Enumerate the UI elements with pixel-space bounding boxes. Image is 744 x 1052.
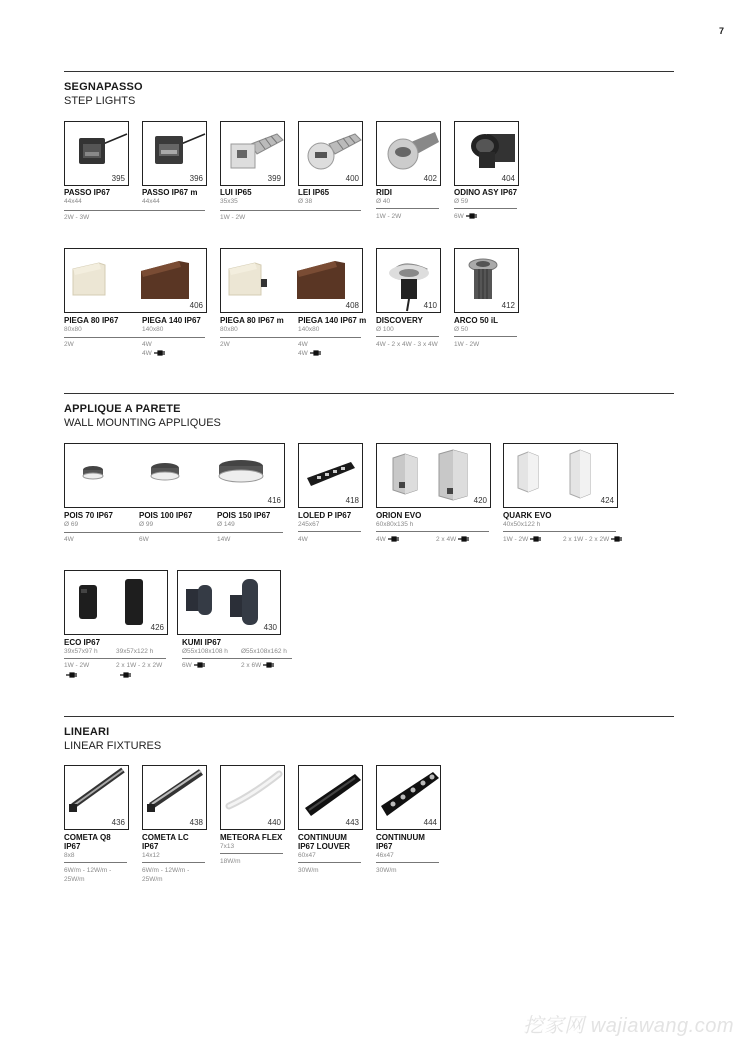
product-image-ridi[interactable] (376, 121, 441, 186)
product-image-continuum[interactable] (376, 765, 441, 830)
plug-icon (466, 213, 478, 219)
product-info-arco (454, 316, 517, 349)
page-ref: 444 (423, 818, 437, 827)
product-power: 1W - 2W (503, 536, 529, 543)
product-name: POIS 70 IP67 (64, 511, 113, 520)
product-info-piega-140-m (298, 316, 376, 334)
product-info-passo-m (142, 188, 220, 206)
page-ref: 443 (345, 818, 359, 827)
product-name: PIEGA 140 IP67 m (298, 316, 367, 325)
product-dimensions: 44x44 (64, 198, 82, 205)
product-dimensions: 80x80 (64, 326, 82, 333)
divider (182, 658, 292, 659)
plug-icon (388, 536, 400, 542)
product-power: 4W - 2 x 4W - 3 x 4W (376, 341, 438, 348)
plug-icon (611, 536, 623, 542)
divider (376, 336, 439, 337)
product-power: 2 x 1W - 2 x 2W (563, 536, 610, 543)
product-dimensions: 80x80 (220, 326, 238, 333)
product-power: 2 x 1W - 2 x 2W (116, 662, 163, 669)
plug-icon (194, 662, 206, 668)
product-dimensions: Ø 100 (376, 326, 394, 333)
product-power: 6W/m - 12W/m - 25W/m (142, 867, 190, 883)
product-dimensions: Ø 50 (454, 326, 469, 333)
plug-icon (310, 350, 322, 356)
page-ref: 395 (111, 174, 125, 183)
page-ref: 420 (473, 496, 487, 505)
product-name: PIEGA 80 IP67 m (220, 316, 284, 325)
product-power: 4W (142, 350, 152, 357)
plug-icon (154, 350, 166, 356)
product-power: 2 x 6W (241, 662, 262, 669)
product-name: PASSO IP67 (64, 188, 111, 197)
product-info-passo (64, 188, 127, 206)
product-info-loled (298, 511, 366, 544)
product-power: 1W - 2W (220, 214, 246, 221)
section-subtitle-step: STEP LIGHTS (64, 95, 136, 107)
product-info-pois-70 (64, 511, 139, 529)
product-dimensions: 60x47 (298, 852, 316, 859)
product-power: 6W (139, 536, 149, 543)
product-image-cometa-q8[interactable] (64, 765, 129, 830)
plug-icon (120, 672, 132, 678)
product-dimensions: Ø 99 (139, 521, 154, 528)
product-power: 6W (182, 662, 192, 669)
plug-icon (530, 536, 542, 542)
product-dimensions: 245x67 (298, 521, 320, 528)
section-subtitle-linear: LINEAR FIXTURES (64, 740, 162, 752)
page-ref: 440 (267, 818, 281, 827)
product-name: METEORA FLEX (220, 833, 283, 842)
product-name: QUARK EVO (503, 511, 552, 520)
product-image-kumi[interactable] (177, 570, 281, 635)
product-power: 30W/m (376, 867, 397, 874)
divider (64, 210, 205, 211)
page-ref: 410 (423, 301, 437, 310)
product-dimensions: 39x57x97 h (64, 648, 98, 655)
page-ref: 412 (501, 301, 515, 310)
product-info-ridi (376, 188, 439, 221)
product-power: 4W (64, 536, 74, 543)
product-image-piega-80-140[interactable] (64, 248, 207, 313)
plug-icon (458, 536, 470, 542)
product-power: 1W - 2W (64, 662, 90, 669)
product-info-discovery (376, 316, 446, 349)
product-dimensions: 8x8 (64, 852, 75, 859)
product-info-continuum (376, 833, 439, 875)
product-info-cometa-lc (142, 833, 205, 884)
product-power: 2W (64, 341, 74, 348)
product-dimensions: Ø 59 (454, 198, 469, 205)
product-name: LUI IP65 (220, 188, 252, 197)
product-power: 1W - 2W (454, 341, 480, 348)
divider (376, 208, 439, 209)
page-ref: 396 (189, 174, 203, 183)
product-info-eco (64, 638, 166, 647)
section-title-step: SEGNAPASSO (64, 81, 143, 93)
divider (64, 532, 283, 533)
product-name: CONTINUUM IP67 (376, 833, 425, 851)
divider (454, 336, 517, 337)
product-power: 6W/m - 12W/m - 25W/m (64, 867, 112, 883)
product-image-orion[interactable] (376, 443, 491, 508)
product-name: COMETA Q8 IP67 (64, 833, 111, 851)
product-image-passo-m[interactable] (142, 121, 207, 186)
product-dimensions: 44x44 (142, 198, 160, 205)
product-dimensions: 14x12 (142, 852, 160, 859)
product-power: 2W (220, 341, 230, 348)
product-image-cometa-lc[interactable] (142, 765, 207, 830)
piega-light-icon (65, 249, 206, 312)
page-ref: 416 (267, 496, 281, 505)
product-image-discovery[interactable] (376, 248, 441, 313)
product-dimensions: Ø 149 (217, 521, 235, 528)
section-title-linear: LINEARI (64, 726, 110, 738)
divider (64, 862, 127, 863)
page-ref: 402 (423, 174, 437, 183)
product-image-lei[interactable] (298, 121, 363, 186)
product-power: 30W/m (298, 867, 319, 874)
product-image-meteora[interactable] (220, 765, 285, 830)
product-name: ECO IP67 (64, 638, 101, 647)
product-dimensions: Ø55x108x108 h (182, 648, 228, 655)
product-dimensions: 140x80 (298, 326, 320, 333)
divider (220, 337, 361, 338)
divider (503, 531, 616, 532)
product-dimensions: Ø 69 (64, 521, 79, 528)
product-dimensions: 7x13 (220, 843, 235, 850)
product-name: ODINO ASY IP67 (454, 188, 518, 197)
product-power: 18W/m (220, 858, 241, 865)
plug-icon (66, 672, 78, 678)
product-power: 4W (142, 341, 152, 348)
page-ref: 426 (150, 623, 164, 632)
page-ref: 400 (345, 174, 359, 183)
product-name: ARCO 50 iL (454, 316, 499, 325)
divider (376, 862, 439, 863)
watermark: 挖家网 wajiawang.com (523, 1015, 734, 1037)
product-dimensions: Ø 40 (376, 198, 391, 205)
page-ref: 399 (267, 174, 281, 183)
page-ref: 404 (501, 174, 515, 183)
product-info-pois-150 (217, 511, 295, 529)
product-dimensions: Ø 38 (298, 198, 313, 205)
product-power: 1W - 2W (376, 213, 402, 220)
plug-icon (263, 662, 275, 668)
product-dimensions: 60x80x135 h (376, 521, 414, 528)
product-image-quark[interactable] (503, 443, 618, 508)
product-name: DISCOVERY (376, 316, 423, 325)
piega-m-light-icon (221, 249, 362, 312)
product-power: 4W (376, 536, 386, 543)
product-name: CONTINUUM IP67 LOUVER (298, 833, 351, 851)
product-dimensions: 46x47 (376, 852, 394, 859)
product-info-kumi (182, 638, 292, 647)
product-image-piega-m[interactable] (220, 248, 363, 313)
divider (142, 862, 205, 863)
divider (64, 658, 166, 659)
product-info-piega-80-m (220, 316, 298, 334)
product-power: 4W (298, 350, 308, 357)
product-info-lei (298, 188, 361, 206)
divider (298, 531, 361, 532)
page-number: 7 (718, 26, 724, 36)
product-dimensions: Ø55x108x162 h (241, 648, 287, 655)
product-info-orion (376, 511, 489, 535)
product-info-cometa-q8 (64, 833, 127, 884)
product-name: PIEGA 140 IP67 (142, 316, 201, 325)
divider (298, 862, 361, 863)
product-image-pois[interactable] (64, 443, 285, 508)
product-info-odino (454, 188, 532, 221)
product-image-eco[interactable] (64, 570, 168, 635)
product-name: KUMI IP67 (182, 638, 222, 647)
product-info-lui (220, 188, 283, 206)
product-name: LOLED P IP67 (298, 511, 352, 520)
product-info-continuum-louver (298, 833, 361, 875)
product-dimensions: 39x57x122 h (116, 648, 154, 655)
product-name: POIS 100 IP67 (139, 511, 193, 520)
product-name: LEI IP65 (298, 188, 330, 197)
page-ref: 408 (345, 301, 359, 310)
section-rule-wall (64, 393, 674, 394)
divider (64, 337, 205, 338)
section-rule-step (64, 71, 674, 72)
product-name: COMETA LC IP67 (142, 833, 189, 851)
product-power: 4W (298, 341, 308, 348)
product-power: 2 x 4W (436, 536, 457, 543)
product-power: 6W (454, 213, 464, 220)
page-ref: 424 (600, 496, 614, 505)
product-dimensions: 140x80 (142, 326, 164, 333)
product-dimensions: 35x35 (220, 198, 238, 205)
section-title-wall: APPLIQUE A PARETE (64, 403, 181, 415)
product-info-piega-140 (142, 316, 220, 334)
product-info-pois-100 (139, 511, 217, 529)
product-name: RIDI (376, 188, 392, 197)
divider (454, 208, 517, 209)
divider (220, 853, 283, 854)
page-ref: 418 (345, 496, 359, 505)
page-ref: 406 (189, 301, 203, 310)
product-info-quark (503, 511, 616, 535)
product-name: PIEGA 80 IP67 (64, 316, 119, 325)
product-image-arco[interactable] (454, 248, 519, 313)
product-name: ORION EVO (376, 511, 422, 520)
section-subtitle-wall: WALL MOUNTING APPLIQUES (64, 417, 221, 429)
product-dimensions: 40x50x122 h (503, 521, 541, 528)
product-info-piega-80 (64, 316, 139, 334)
product-image-passo[interactable] (64, 121, 129, 186)
page-ref: 430 (263, 623, 277, 632)
product-power: 2W - 3W (64, 214, 90, 221)
product-image-continuum-louver[interactable] (298, 765, 363, 830)
product-power: 14W (217, 536, 231, 543)
divider (376, 531, 489, 532)
product-image-loled[interactable] (298, 443, 363, 508)
section-rule-linear (64, 716, 674, 717)
page-ref: 436 (111, 818, 125, 827)
page-ref: 438 (189, 818, 203, 827)
product-name: PASSO IP67 m (142, 188, 198, 197)
pois-light-icon (65, 444, 284, 507)
divider (220, 210, 361, 211)
product-power: 4W (298, 536, 308, 543)
product-name: POIS 150 IP67 (217, 511, 271, 520)
product-info-meteora (220, 833, 290, 866)
product-image-lui[interactable] (220, 121, 285, 186)
product-image-odino[interactable] (454, 121, 519, 186)
